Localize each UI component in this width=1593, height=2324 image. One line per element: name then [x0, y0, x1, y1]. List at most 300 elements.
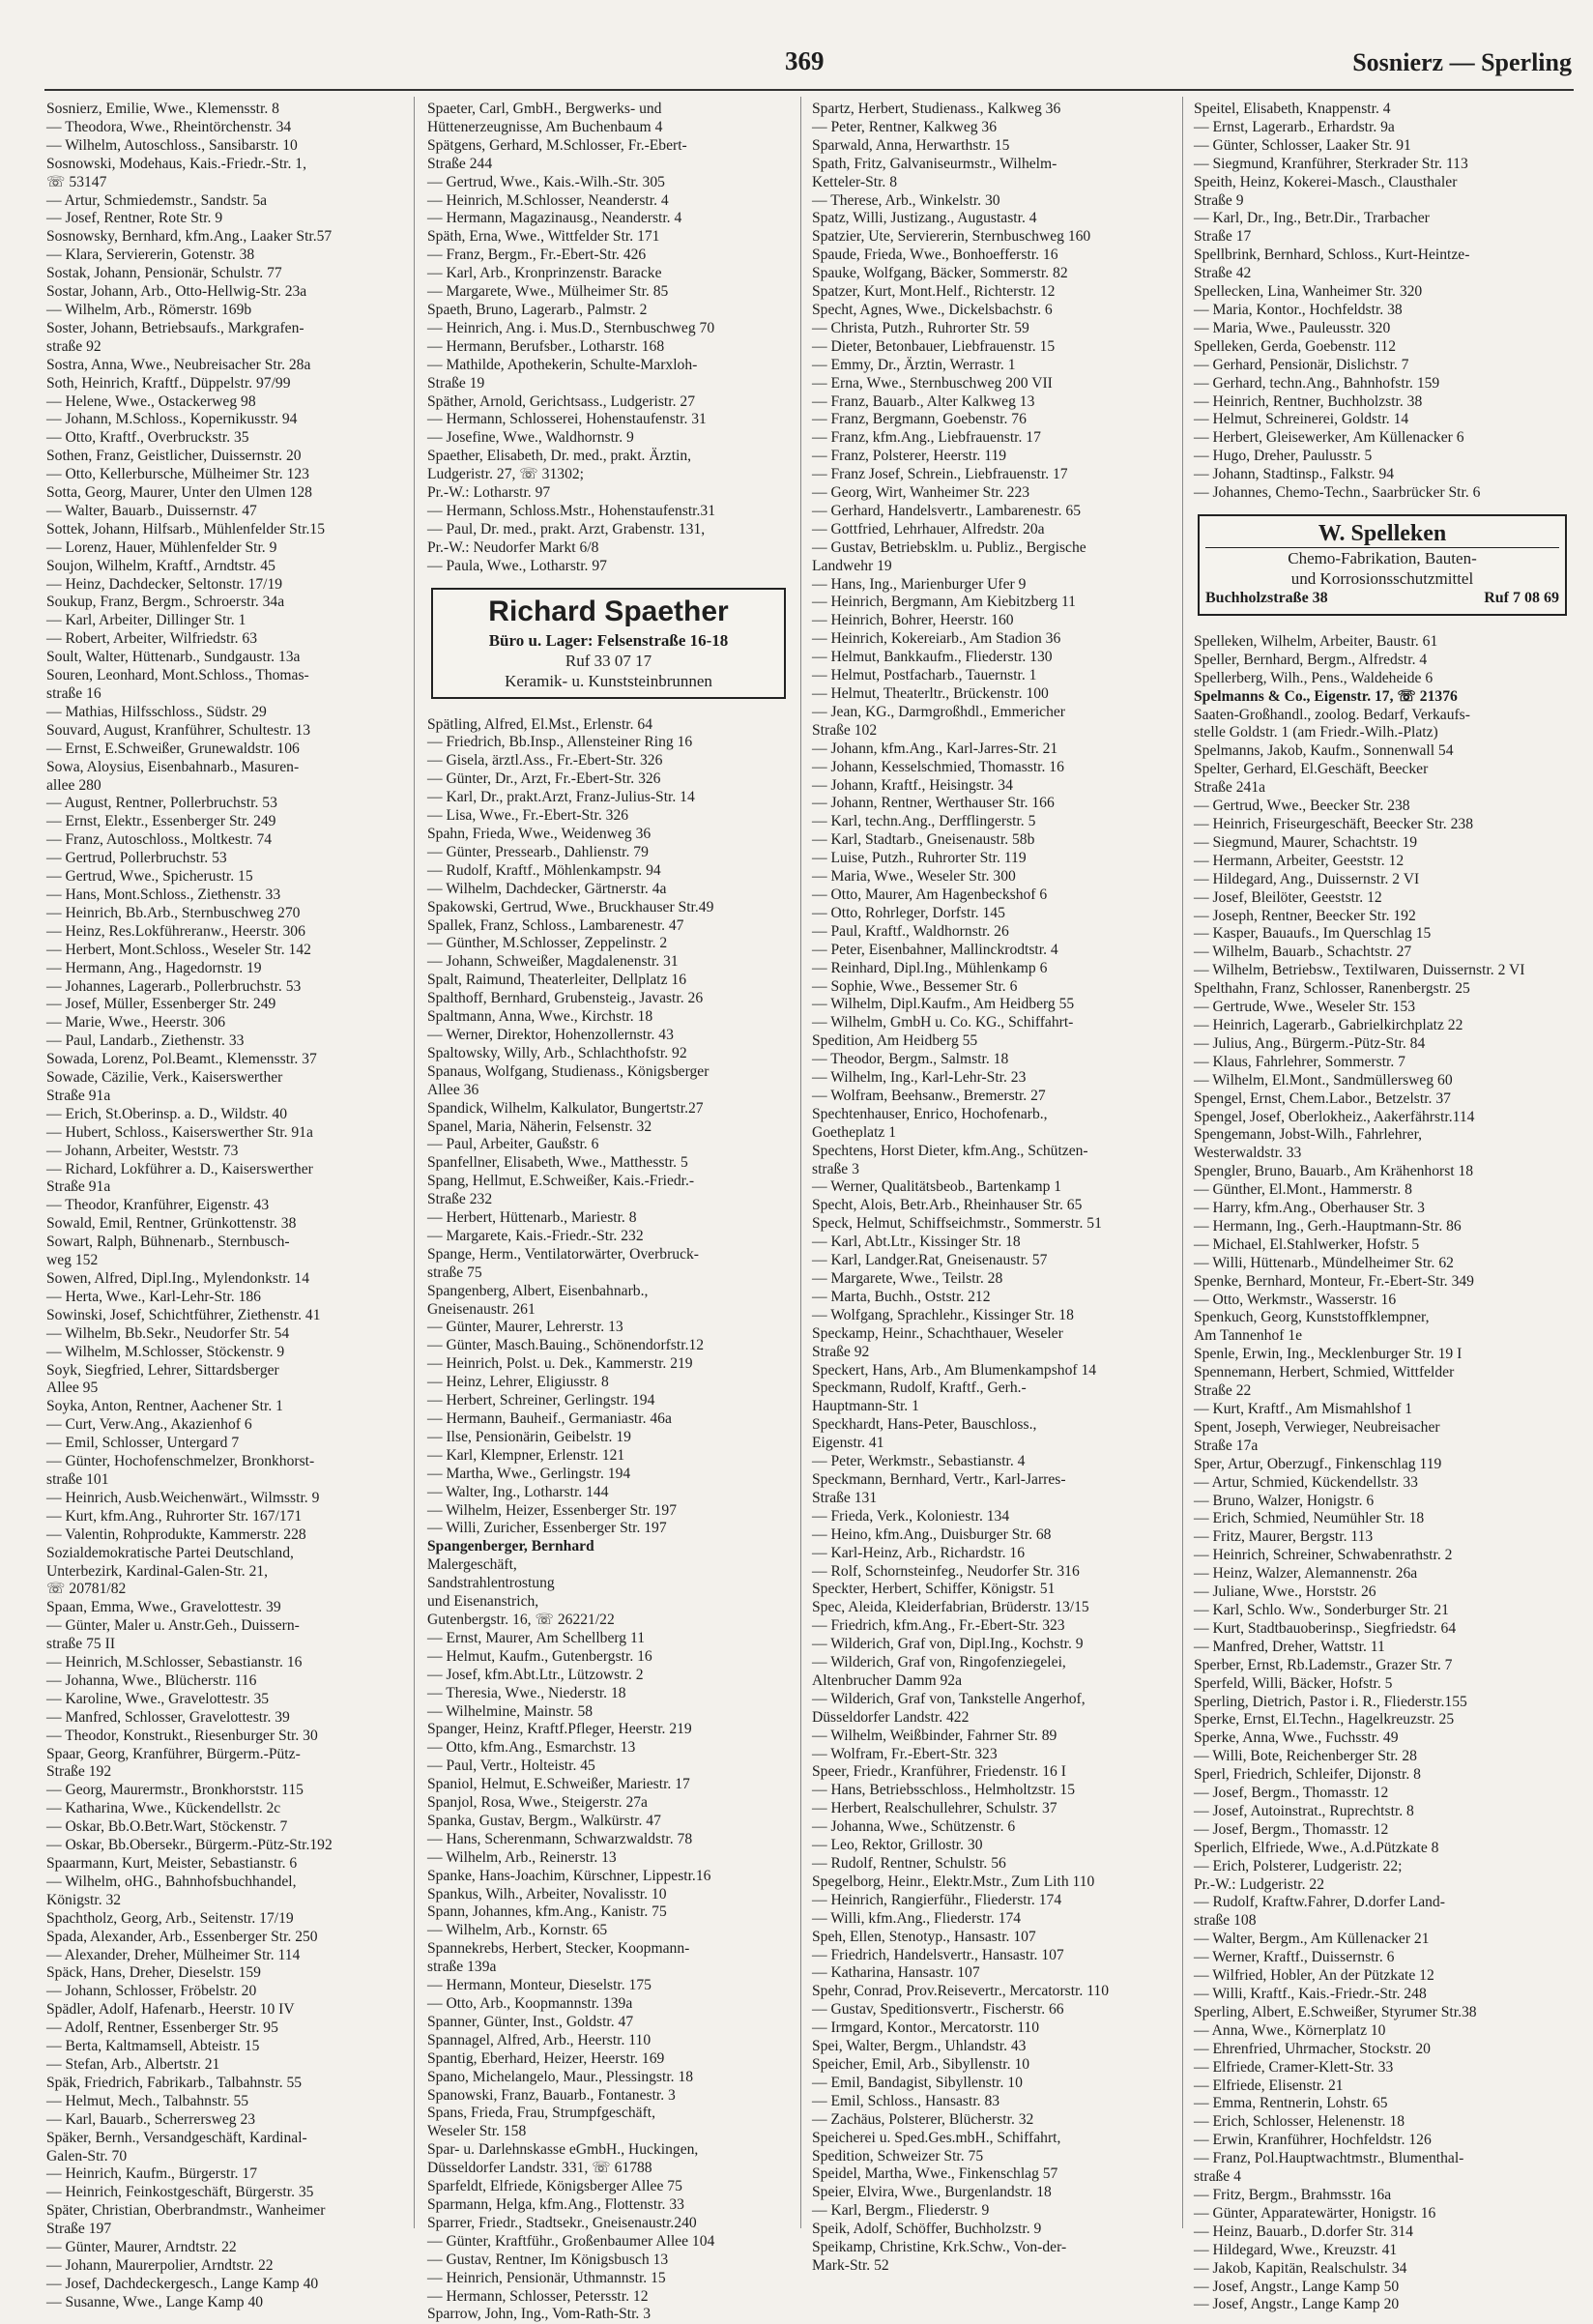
directory-entry: Sparrow, John, Ing., Vom-Rath-Str. 3 — [427, 2306, 652, 2323]
directory-entry: Spangenberg, Albert, Eisenbahnarb., — [427, 1282, 649, 1299]
directory-entry: — Richard, Lokführer a. D., Kaiserswerther — [46, 1160, 313, 1177]
directory-entry: — Kurt, Stadtbauoberinsp., Siegfriedstr. 64 — [1194, 1619, 1457, 1637]
directory-entry: — Wilhelm, M.Schlosser, Stöckenstr. 9 — [46, 1343, 285, 1360]
directory-entry: — Franz, Bauarb., Alter Kalkweg 13 — [812, 392, 1035, 410]
directory-entry: Sowa, Aloysius, Eisenbahnarb., Masuren- — [46, 758, 300, 775]
directory-entry: — Wilderich, Graf von, Dipl.Ing., Kochstr. 9 — [812, 1636, 1084, 1653]
directory-entry: — Manfred, Dreher, Wattstr. 11 — [1194, 1638, 1385, 1655]
directory-entry: — Wilhelm, El.Mont., Sandmüllersweg 60 — [1194, 1071, 1453, 1089]
directory-entry: Spengel, Ernst, Chem.Labor., Betzelstr. 37 — [1194, 1089, 1451, 1107]
directory-entry: Spaeter, Carl, GmbH., Bergwerks- und — [427, 101, 662, 117]
directory-entry: Spaether, Elisabeth, Dr. med., prakt. Ärztin, — [427, 448, 692, 465]
directory-entry: — Reinhard, Dipl.Ing., Mühlenkamp 6 — [812, 959, 1048, 976]
directory-entry: — Wolfgang, Sprachlehr., Kissinger Str. 18 — [812, 1306, 1074, 1323]
directory-entry: Straße 42 — [1194, 265, 1252, 282]
directory-entry: Spenke, Bernhard, Monteur, Fr.-Ebert-Str. 349 — [1194, 1272, 1474, 1290]
directory-entry: Landwehr 19 — [812, 557, 892, 574]
directory-entry: Speer, Friedr., Kranführer, Friedenstr. 16 I — [812, 1763, 1066, 1781]
directory-entry: Spelmanns & Co., Eigenstr. 17, ☏ 21376 — [1194, 687, 1458, 705]
directory-entry: Straße 192 — [46, 1763, 112, 1781]
directory-entry: — Helmut, Schreinerei, Goldstr. 14 — [1194, 411, 1409, 428]
directory-entry: — Peter, Eisenbahner, Mallinckrodtstr. 4 — [812, 941, 1058, 958]
directory-entry: Straße 241a — [1194, 779, 1266, 797]
directory-entry: Speicherei u. Sped.Ges.mbH., Schiffahrt, — [812, 2129, 1061, 2146]
directory-entry: Sperling, Dietrich, Pastor i. R., Fliederstr.155 — [1194, 1693, 1467, 1710]
directory-entry: — Hans, Mont.Schloss., Ziethenstr. 33 — [46, 886, 281, 903]
directory-entry: — Günther, El.Mont., Hammerstr. 8 — [1194, 1181, 1412, 1199]
directory-entry: Spätling, Alfred, El.Mst., Erlenstr. 64 — [427, 715, 653, 733]
directory-entry: Straße 91a — [46, 1087, 111, 1104]
directory-entry: Spenle, Erwin, Ing., Mecklenburger Str. 19 I — [1194, 1346, 1463, 1363]
directory-entry: Spelthahn, Franz, Schlosser, Ranenbergstr. 25 — [1194, 980, 1470, 998]
ad-phone: Ruf 33 07 17 — [565, 651, 652, 670]
directory-entry: — Josef, Rentner, Rote Str. 9 — [46, 210, 223, 227]
directory-entry: — Ernst, Maurer, Am Schellberg 11 — [427, 1629, 646, 1646]
directory-entry: Sperke, Anna, Wwe., Fuchsstr. 49 — [1194, 1729, 1399, 1747]
directory-entry: Spaltowsky, Willy, Arb., Schlachthofstr. 92 — [427, 1044, 687, 1061]
directory-entry: — Heinrich, Ausb.Weichenwärt., Wilmsstr. 9 — [46, 1489, 320, 1506]
directory-entry: Speck, Helmut, Schiffseichmstr., Sommerstr. 51 — [812, 1215, 1102, 1233]
directory-entry: — Karl, Klempner, Erlenstr. 121 — [427, 1446, 625, 1464]
directory-entry: Sowen, Alfred, Dipl.Ing., Mylendonkstr. 14 — [46, 1270, 310, 1287]
directory-entry: Allee 95 — [46, 1380, 99, 1397]
directory-entry: — Heinrich, Feinkostgeschäft, Bürgerstr. 35 — [46, 2184, 314, 2201]
directory-entry: — Walter, Bauarb., Duissernstr. 47 — [46, 502, 257, 519]
directory-entry: — Harry, kfm.Ang., Oberhauser Str. 3 — [1194, 1200, 1425, 1217]
directory-entry: Sostak, Johann, Pensionär, Schulstr. 77 — [46, 265, 282, 282]
directory-entry: Sotta, Georg, Maurer, Unter den Ulmen 128 — [46, 484, 312, 502]
page-number: 369 — [785, 46, 825, 75]
directory-entry: — Karoline, Wwe., Gravelottestr. 35 — [46, 1690, 270, 1707]
directory-entry: — Josef, Angstr., Lange Kamp 50 — [1194, 2278, 1400, 2295]
directory-entry: Gneisenaustr. 261 — [427, 1300, 536, 1318]
directory-entry: — Ernst, Elektr., Essenberger Str. 249 — [46, 813, 276, 830]
directory-entry: Sosnowsky, Bernhard, kfm.Ang., Laaker Str.57 — [46, 228, 333, 246]
directory-entry: — Gisela, ärztl.Ass., Fr.-Ebert-Str. 326 — [427, 752, 663, 770]
directory-entry: — Hermann, Berufsber., Lotharstr. 168 — [427, 337, 665, 355]
directory-entry: — Josef, Bleilöter, Geeststr. 12 — [1194, 888, 1382, 906]
directory-entry: — Franz, kfm.Ang., Liebfrauenstr. 17 — [812, 429, 1041, 447]
directory-entry: stelle Goldstr. 1 (am Friedr.-Wilh.-Platz) — [1194, 724, 1438, 741]
directory-entry: Sparfeldt, Elfriede, Königsberger Allee 75 — [427, 2178, 682, 2195]
directory-entry: — Hermann, Monteur, Dieselstr. 175 — [427, 1977, 652, 1994]
directory-entry: — Günter, Maurer, Arndtstr. 22 — [46, 2239, 237, 2256]
directory-entry: — Maria, Wwe., Weseler Str. 300 — [812, 868, 1016, 886]
directory-entry: Späther, Arnold, Gerichtsass., Ludgeristr. 27 — [427, 392, 695, 410]
directory-entry: — Franz, Bergm., Fr.-Ebert-Str. 426 — [427, 247, 647, 264]
directory-entry: — Hugo, Dreher, Paulusstr. 5 — [1194, 448, 1373, 465]
directory-entry: Spanaus, Wolfgang, Studienass., Königsberger — [427, 1062, 710, 1080]
directory-entry: Spanka, Gustav, Bergm., Walkürstr. 47 — [427, 1812, 661, 1829]
directory-entry: Gutenbergstr. 16, ☏ 26221/22 — [427, 1611, 615, 1628]
directory-entry: — Johann, kfm.Ang., Karl-Jarres-Str. 21 — [812, 740, 1058, 757]
directory-entry: Speik, Adolf, Schöffer, Buchholzstr. 9 — [812, 2221, 1042, 2238]
directory-entry: — Heinz, Dachdecker, Seltonstr. 17/19 — [46, 575, 283, 593]
directory-entry: — Hildegard, Wwe., Kreuzstr. 41 — [1194, 2241, 1398, 2258]
directory-entry: Hüttenerzeugnisse, Am Buchenbaum 4 — [427, 118, 663, 135]
directory-entry: Sostra, Anna, Wwe., Neubreisacher Str. 28a — [46, 356, 311, 373]
directory-entry: — Günter, Apparatewärter, Honigstr. 16 — [1194, 2204, 1436, 2222]
directory-entry: Spelter, Gerhard, El.Geschäft, Beecker — [1194, 761, 1429, 778]
directory-entry: Sparmann, Helga, kfm.Ang., Flottenstr. 33 — [427, 2195, 684, 2213]
directory-entry: — Theodora, Wwe., Rheintörchenstr. 34 — [46, 118, 292, 135]
directory-entry: Souren, Leonhard, Mont.Schloss., Thomas- — [46, 667, 309, 684]
directory-entry: Straße 91a — [46, 1178, 111, 1196]
directory-entry: straße 75 II — [46, 1636, 116, 1653]
directory-entry: Spange, Herm., Ventilatorwärter, Overbruck- — [427, 1245, 699, 1263]
directory-entry: Speckhardt, Hans-Peter, Bauschloss., — [812, 1416, 1037, 1434]
directory-entry: Ketteler-Str. 8 — [812, 173, 898, 190]
directory-entry: — Berta, Kaltmamsell, Abteistr. 15 — [46, 2038, 260, 2055]
directory-entry: — Günter, Maler u. Anstr.Geh., Duissern- — [46, 1617, 300, 1635]
directory-entry: Sosnierz, Emilie, Wwe., Klemensstr. 8 — [46, 101, 279, 117]
ad-line: Chemo-Fabrikation, Bauten- — [1288, 548, 1477, 567]
directory-entry: — Herbert, Schreiner, Gerlingstr. 194 — [427, 1392, 655, 1409]
directory-entry: — Ernst, Lagerarb., Erhardstr. 9a — [1194, 118, 1395, 135]
directory-entry: — Rolf, Schornsteinfeg., Neudorfer Str. 316 — [812, 1562, 1080, 1580]
directory-entry: Spanjol, Rosa, Wwe., Steigerstr. 27a — [427, 1794, 648, 1812]
ad-phone: Ruf 7 08 69 — [1484, 589, 1559, 606]
directory-entry: — Fritz, Maurer, Bergstr. 113 — [1194, 1528, 1374, 1546]
directory-entry: Westerwaldstr. 33 — [1194, 1145, 1302, 1162]
directory-entry: Spaeth, Bruno, Lagerarb., Palmstr. 2 — [427, 301, 648, 318]
directory-entry: Sperber, Ernst, Rb.Lademstr., Grazer Str. 7 — [1194, 1656, 1453, 1673]
directory-entry: Sowade, Cäzilie, Verk., Kaiserswerther — [46, 1069, 283, 1087]
directory-entry: Soyka, Anton, Rentner, Aachener Str. 1 — [46, 1398, 283, 1415]
directory-entry: — Hildegard, Ang., Duissernstr. 2 VI — [1194, 870, 1420, 887]
directory-entry: — Mathias, Hilfsschloss., Südstr. 29 — [46, 703, 267, 720]
directory-entry: Weseler Str. 158 — [427, 2123, 527, 2140]
directory-entry: — Günter, Masch.Bauing., Schönendorfstr.12 — [427, 1337, 705, 1354]
directory-entry: — Werner, Direktor, Hohenzollernstr. 43 — [427, 1026, 674, 1043]
column-2 — [427, 101, 790, 2323]
directory-entry: Galen-Str. 70 — [46, 2147, 128, 2164]
directory-entry: — Helmut, Mech., Talbahnstr. 55 — [46, 2092, 249, 2109]
directory-entry: Spanner, Günter, Inst., Goldstr. 47 — [427, 2013, 634, 2030]
entry-list — [427, 101, 790, 576]
directory-entry: Spegelborg, Heinr., Elektr.Mstr., Zum Lith 110 — [812, 1873, 1095, 1890]
directory-entry: Spechtenhauser, Enrico, Hochofenarb., — [812, 1105, 1048, 1122]
directory-entry: — Günter, Hochofenschmelzer, Bronkhorst- — [46, 1453, 315, 1470]
directory-entry: — Maria, Wwe., Pauleusstr. 320 — [1194, 319, 1391, 336]
directory-entry: — Marie, Wwe., Heerstr. 306 — [46, 1014, 226, 1031]
directory-entry: — Michael, El.Stahlwerker, Hofstr. 5 — [1194, 1235, 1420, 1253]
directory-entry: straße 92 — [46, 337, 101, 355]
directory-entry: Späker, Bernh., Versandgeschäft, Kardinal- — [46, 2129, 307, 2146]
directory-entry: — Rudolf, Kraftw.Fahrer, D.dorfer Land- — [1194, 1894, 1445, 1911]
directory-entry: — Franz Josef, Schrein., Liebfrauenstr. 17 — [812, 466, 1068, 483]
directory-entry: — Willi, Zuricher, Essenberger Str. 197 — [427, 1520, 667, 1537]
directory-entry: — Karl, Schlo. Ww., Sonderburger Str. 21 — [1194, 1601, 1449, 1618]
directory-entry: — Franz, Autoschloss., Moltkestr. 74 — [46, 831, 273, 849]
directory-entry: — Hermann, Arbeiter, Geeststr. 12 — [1194, 852, 1405, 869]
directory-entry: — Heinrich, Bohrer, Heerstr. 160 — [812, 612, 1014, 629]
directory-entry: — Fritz, Bergm., Brahmsstr. 16a — [1194, 2186, 1392, 2203]
directory-entry: — Johannes, Chemo-Techn., Saarbrücker Str. 6 — [1194, 484, 1481, 502]
directory-entry: Speckter, Herbert, Schiffer, Königstr. 51 — [812, 1581, 1056, 1598]
directory-entry: — Rudolf, Rentner, Schulstr. 56 — [812, 1855, 1006, 1872]
directory-entry: Spada, Alexander, Arb., Essenberger Str. 250 — [46, 1928, 318, 1945]
directory-entry: — Heinrich, Polst. u. Dek., Kammerstr. 219 — [427, 1355, 693, 1373]
directory-entry: — Otto, Werkmstr., Wasserstr. 16 — [1194, 1291, 1397, 1308]
directory-entry: — Paul, Vertr., Holteistr. 45 — [427, 1758, 595, 1775]
directory-entry: Spellecken, Lina, Wanheimer Str. 320 — [1194, 283, 1423, 301]
directory-entry: — Theodor, Kranführer, Eigenstr. 43 — [46, 1197, 270, 1214]
directory-entry: — Helmut, Kaufm., Gutenbergstr. 16 — [427, 1647, 652, 1665]
directory-entry: — Herbert, Hüttenarb., Mariestr. 8 — [427, 1209, 637, 1227]
directory-entry: Speckert, Hans, Arb., Am Blumenkampshof 14 — [812, 1361, 1097, 1379]
directory-entry: Spandick, Wilhelm, Kalkulator, Bungertstr.27 — [427, 1099, 704, 1117]
directory-entry: Straße 102 — [812, 721, 878, 739]
directory-entry: — Johann, Rentner, Werthauser Str. 166 — [812, 795, 1055, 812]
directory-entry: straße 101 — [46, 1470, 109, 1488]
directory-entry: — Stefan, Arb., Albertstr. 21 — [46, 2055, 220, 2073]
directory-entry: — Werner, Qualitätsbeob., Bartenkamp 1 — [812, 1178, 1062, 1196]
directory-entry: — Manfred, Schlosser, Gravelottestr. 39 — [46, 1708, 290, 1726]
directory-entry: — Theodor, Konstrukt., Riesenburger Str. 30 — [46, 1727, 318, 1744]
directory-entry: — Hubert, Schloss., Kaiserswerther Str. 91a — [46, 1123, 313, 1141]
directory-entry: Spankus, Wilh., Arbeiter, Novalisstr. 10 — [427, 1885, 667, 1903]
directory-entry: — Dieter, Betonbauer, Liebfrauenstr. 15 — [812, 337, 1056, 355]
directory-entry: — Theresia, Wwe., Niederstr. 18 — [427, 1684, 626, 1701]
directory-entry: — Wilhelm, Weißbinder, Fahrner Str. 89 — [812, 1727, 1057, 1744]
directory-entry: — Wilderich, Graf von, Tankstelle Angerhof, — [812, 1690, 1086, 1707]
directory-entry: — Gustav, Speditionsvertr., Fischerstr. 66 — [812, 2001, 1064, 2019]
ad-title: Richard Spaether — [488, 595, 729, 627]
directory-entry: — Wilhelmine, Mainstr. 58 — [427, 1702, 594, 1720]
directory-entry: — Otto, Arb., Koopmannstr. 139a — [427, 1995, 633, 2012]
directory-entry: — Therese, Arb., Winkelstr. 30 — [812, 191, 1000, 209]
directory-entry: Spalthoff, Bernhard, Grubensteig., Javastr. 26 — [427, 990, 704, 1007]
directory-entry: — Karl, Bergm., Fliederstr. 9 — [812, 2202, 990, 2220]
directory-entry: — Heinrich, M.Schlosser, Sebastianstr. 16 — [46, 1654, 303, 1671]
directory-entry: — Bruno, Walzer, Honigstr. 6 — [1194, 1492, 1375, 1509]
page-header — [0, 46, 1593, 85]
directory-entry: — Wilhelm, oHG., Bahnhofsbuchhandel, — [46, 1873, 297, 1890]
directory-entry: Spedition, Schweizer Str. 75 — [812, 2147, 984, 2164]
directory-entry: — Julius, Ang., Bürgerm.-Pütz-Str. 84 — [1194, 1034, 1426, 1052]
directory-entry: — Wilhelm, Ing., Karl-Lehr-Str. 23 — [812, 1069, 1027, 1087]
directory-entry: — Johann, Stadtinsp., Falkstr. 94 — [1194, 466, 1395, 483]
directory-entry: — Heinrich, Lagerarb., Gabrielkirchplatz 22 — [1194, 1016, 1463, 1033]
directory-entry: Spangenberger, Bernhard — [427, 1538, 594, 1555]
directory-entry: — Erich, St.Oberinsp. a. D., Wildstr. 40 — [46, 1105, 287, 1122]
directory-entry: Sozialdemokratische Partei Deutschland, — [46, 1544, 294, 1561]
directory-entry: Spädler, Adolf, Hafenarb., Heerstr. 10 IV — [46, 2001, 295, 2019]
directory-entry: allee 280 — [46, 776, 101, 794]
directory-entry: — Franz, Bergmann, Goebenstr. 76 — [812, 411, 1027, 428]
directory-entry: Spennemann, Herbert, Schmied, Wittfelder — [1194, 1364, 1455, 1381]
directory-entry: — Frieda, Verk., Koloniestr. 134 — [812, 1507, 1010, 1525]
directory-entry: — Paula, Wwe., Lotharstr. 97 — [427, 557, 607, 574]
ad-address: Buchholzstraße 38 — [1205, 589, 1328, 606]
directory-entry: straße 4 — [1194, 2168, 1241, 2186]
directory-entry: — Marta, Buchh., Oststr. 212 — [812, 1288, 991, 1305]
directory-entry: Spannagel, Alfred, Arb., Heerstr. 110 — [427, 2031, 652, 2048]
directory-entry: Speller, Bernhard, Bergm., Alfredstr. 4 — [1194, 651, 1428, 668]
directory-entry: Malergeschäft, — [427, 1556, 517, 1574]
directory-entry: — Erich, Schmied, Neumühler Str. 18 — [1194, 1510, 1425, 1527]
directory-entry: Spatzier, Ute, Serviererin, Sternbuschweg 160 — [812, 228, 1091, 246]
directory-entry: — Gertrud, Wwe., Spicherustr. 15 — [46, 868, 253, 886]
directory-entry: Pr.-W.: Neudorfer Markt 6/8 — [427, 538, 599, 556]
directory-entry: — Herta, Wwe., Karl-Lehr-Str. 186 — [46, 1288, 261, 1305]
directory-entry: — Peter, Rentner, Kalkweg 36 — [812, 118, 998, 135]
directory-entry: Soult, Walter, Hüttenarb., Sundgaustr. 13a — [46, 649, 301, 666]
directory-entry: — Kasper, Bauaufs., Im Querschlag 15 — [1194, 925, 1432, 943]
directory-entry: — Gertrud, Wwe., Kais.-Wilh.-Str. 305 — [427, 173, 665, 190]
directory-entry: — Josef, kfm.Abt.Ltr., Lützowstr. 2 — [427, 1666, 644, 1683]
directory-entry: — Willi, kfm.Ang., Fliederstr. 174 — [812, 1909, 1022, 1927]
directory-entry: Specht, Agnes, Wwe., Dickelsbachstr. 6 — [812, 301, 1053, 318]
directory-entry: — Wilhelm, Arb., Reinerstr. 13 — [427, 1848, 617, 1866]
directory-entry: — Mathilde, Apothekerin, Schulte-Marxloh- — [427, 356, 698, 373]
directory-entry: Spatz, Willi, Justizang., Augustastr. 4 — [812, 210, 1037, 227]
directory-entry: — Heinrich, Friseurgeschäft, Beecker Str. 238 — [1194, 816, 1473, 832]
directory-entry: — Josef, Bergm., Thomasstr. 12 — [1194, 1785, 1389, 1802]
directory-entry: — Paul, Kraftf., Waldhornstr. 26 — [812, 922, 1009, 940]
directory-entry: — Anna, Wwe., Körnerplatz 10 — [1194, 2021, 1386, 2039]
directory-entry: straße 108 — [1194, 1912, 1257, 1930]
directory-entry: — Hermann, Schloss.Mstr., Hohenstaufenstr.31 — [427, 502, 715, 519]
directory-entry: — Josef, Autoinstrat., Ruprechtstr. 8 — [1194, 1802, 1414, 1819]
directory-entry: — Gerhard, Handelsvertr., Lambarenestr. 65 — [812, 502, 1081, 519]
directory-entry: — Otto, Kellerbursche, Mülheimer Str. 123 — [46, 466, 309, 483]
directory-entry: — Helmut, Postfacharb., Tauernstr. 1 — [812, 667, 1037, 684]
directory-entry: straße 139a — [427, 1959, 497, 1976]
directory-entry: straße 16 — [46, 685, 101, 702]
directory-entry: Speitel, Elisabeth, Knappenstr. 4 — [1194, 101, 1391, 117]
directory-entry: Spallek, Franz, Schloss., Lambarenestr. 47 — [427, 916, 684, 934]
advertisement-spelleken — [1198, 514, 1567, 616]
directory-entry: Sowinski, Josef, Schichtführer, Ziethenstr. 41 — [46, 1306, 321, 1323]
directory-entry: — Johann, M.Schloss., Kopernikusstr. 94 — [46, 411, 298, 428]
directory-entry: — Karl, Abt.Ltr., Kissinger Str. 18 — [812, 1234, 1021, 1251]
directory-entry: — Karl, Arb., Kronprinzenstr. Baracke — [427, 265, 662, 282]
directory-entry: — Wilhelm, GmbH u. Co. KG., Schiffahrt- — [812, 1014, 1074, 1031]
directory-entry: — Gerhard, Pensionär, Dislichstr. 7 — [1194, 356, 1409, 373]
directory-entry: — Katharina, Wwe., Kückendellstr. 2c — [46, 1800, 281, 1817]
directory-entry: — Emil, Schlosser, Untergard 7 — [46, 1435, 240, 1452]
directory-entry: ☏ 53147 — [46, 173, 107, 190]
directory-entry: — Karl, Dr., prakt.Arzt, Franz-Julius-Str. 14 — [427, 789, 695, 806]
directory-entry: Spenkuch, Georg, Kunststoffklempner, — [1194, 1309, 1430, 1326]
directory-entry: — Paul, Landarb., Ziethenstr. 33 — [46, 1032, 245, 1050]
directory-entry: — Gustav, Betriebsklm. u. Publiz., Bergische — [812, 538, 1086, 556]
directory-entry: Spellbrink, Bernhard, Schloss., Kurt-Heintze- — [1194, 247, 1470, 264]
directory-entry: Sperl, Friedrich, Schleifer, Dijonstr. 8 — [1194, 1766, 1421, 1784]
directory-entry: — Hermann, Schlosser, Petersstr. 12 — [427, 2287, 649, 2305]
directory-entry: — Johann, Kesselschmied, Thomasstr. 16 — [812, 758, 1064, 775]
directory-entry: — Zachäus, Polsterer, Blücherstr. 32 — [812, 2110, 1034, 2128]
directory-entry: — Wilfried, Hobler, An der Pützkate 12 — [1194, 1967, 1434, 1985]
directory-entry: — Hermann, Bauheif., Germaniastr. 46a — [427, 1410, 672, 1427]
directory-entry: Spantig, Eberhard, Heizer, Heerstr. 169 — [427, 2049, 665, 2067]
directory-entry: Spengel, Josef, Oberlokheiz., Aakerfährstr.114 — [1194, 1108, 1475, 1125]
ad-address: Büro u. Lager: Felsenstraße 16-18 — [488, 630, 729, 650]
directory-entry: — Artur, Schmied, Kückendellstr. 33 — [1194, 1473, 1418, 1491]
directory-entry: — Willi, Kraftf., Kais.-Friedr.-Str. 248 — [1194, 1986, 1427, 2002]
directory-entry: Spang, Hellmut, E.Schweißer, Kais.-Friedr.- — [427, 1173, 695, 1190]
directory-entry: Sowada, Lorenz, Pol.Beamt., Klemensstr. 37 — [46, 1051, 317, 1068]
directory-entry: — Günter, Pressearb., Dahlienstr. 79 — [427, 843, 649, 860]
directory-entry: Saaten-Großhandl., zoolog. Bedarf, Verkaufs- — [1194, 706, 1470, 723]
directory-entry: Spauke, Wolfgang, Bäcker, Sommerstr. 82 — [812, 265, 1068, 282]
directory-entry: Mark-Str. 52 — [812, 2256, 889, 2274]
advertisement-spaether — [431, 588, 786, 699]
directory-entry: — Katharina, Hansastr. 107 — [812, 1964, 980, 1982]
directory-entry: — Wilhelm, Arb., Römerstr. 169b — [46, 301, 252, 318]
directory-entry: — Heinrich, Rentner, Buchholzstr. 38 — [1194, 392, 1423, 410]
directory-entry: — Wilhelm, Bauarb., Schachtstr. 27 — [1194, 944, 1412, 961]
directory-entry: — Wolfram, Beehsanw., Bremerstr. 27 — [812, 1087, 1046, 1104]
directory-entry: — Peter, Werkmstr., Sebastianstr. 4 — [812, 1453, 1026, 1470]
directory-entry: — Christa, Putzh., Ruhrorter Str. 59 — [812, 319, 1029, 336]
directory-entry: — Elfriede, Cramer-Klett-Str. 33 — [1194, 2058, 1394, 2076]
directory-entry: — Heinrich, Rangierführ., Fliederstr. 174 — [812, 1891, 1062, 1908]
directory-entry: — Artur, Schmiedemstr., Sandstr. 5a — [46, 191, 268, 209]
directory-entry: — Franz, Polsterer, Heerstr. 119 — [812, 448, 1007, 465]
directory-entry: Pr.-W.: Lotharstr. 97 — [427, 484, 551, 502]
directory-entry: Spanowski, Franz, Bauarb., Fontanestr. 3 — [427, 2086, 676, 2104]
directory-entry: Sowald, Emil, Rentner, Grünkottenstr. 38 — [46, 1215, 297, 1233]
directory-entry: Altenbrucher Damm 92a — [812, 1671, 963, 1689]
directory-entry: — Gertrud, Wwe., Beecker Str. 238 — [1194, 798, 1410, 815]
directory-entry: Straße 197 — [46, 2221, 112, 2238]
directory-entry: — Heinz, Bauarb., D.dorfer Str. 314 — [1194, 2222, 1413, 2240]
directory-entry: — Werner, Kraftf., Duissernstr. 6 — [1194, 1949, 1395, 1966]
directory-entry: Düsseldorfer Landstr. 331, ☏ 61788 — [427, 2160, 652, 2177]
directory-entry: — Georg, Wirt, Wanheimer Str. 223 — [812, 484, 1030, 502]
directory-entry: — Irmgard, Kontor., Mercatorstr. 110 — [812, 2019, 1040, 2037]
column-divider — [800, 97, 801, 2228]
directory-entry: — Margarete, Kais.-Friedr.-Str. 232 — [427, 1227, 644, 1244]
directory-entry: Ludgeristr. 27, ☏ 31302; — [427, 466, 584, 483]
directory-entry: — Wilhelm, Dachdecker, Gärtnerstr. 4a — [427, 880, 667, 897]
directory-entry: — Wilhelm, Dipl.Kaufm., Am Heidberg 55 — [812, 996, 1075, 1013]
directory-entry: Spath, Fritz, Galvaniseurmstr., Wilhelm- — [812, 155, 1057, 172]
directory-entry: Soujon, Wilhelm, Kraftf., Arndtstr. 45 — [46, 557, 275, 574]
directory-entry: — Herbert, Realschullehrer, Schulstr. 37 — [812, 1800, 1057, 1817]
directory-entry: — Heinrich, Pensionär, Uthmannstr. 15 — [427, 2269, 666, 2286]
directory-entry: Straße 17a — [1194, 1437, 1259, 1454]
directory-entry: — Günter, Schlosser, Laaker Str. 91 — [1194, 136, 1411, 154]
directory-entry: Straße 232 — [427, 1191, 493, 1208]
directory-entry: Spano, Michelangelo, Maur., Plessingstr. 18 — [427, 2068, 694, 2085]
directory-entry: Sandstrahlentrostung — [427, 1575, 555, 1592]
directory-entry: — Ilse, Pensionärin, Geibelstr. 19 — [427, 1428, 631, 1445]
column-divider — [414, 97, 415, 2228]
directory-entry: — Rudolf, Kraftf., Möhlenkampstr. 94 — [427, 861, 661, 879]
ad-products: Keramik- u. Kunststeinbrunnen — [505, 671, 712, 690]
directory-entry: — August, Rentner, Pollerbruchstr. 53 — [46, 795, 277, 812]
directory-entry: Königstr. 32 — [46, 1891, 122, 1908]
directory-entry: — Otto, Rohrleger, Dorfstr. 145 — [812, 904, 1005, 921]
directory-entry: Straße 131 — [812, 1489, 878, 1506]
directory-entry: weg 152 — [46, 1252, 99, 1269]
directory-entry: — Emil, Schloss., Hansastr. 83 — [812, 2092, 1000, 2109]
directory-entry: — Valentin, Rohprodukte, Kammerstr. 228 — [46, 1525, 306, 1543]
directory-entry: — Karl, Bauarb., Scherrersweg 23 — [46, 2110, 256, 2128]
directory-entry: Straße 9 — [1194, 191, 1244, 209]
directory-entry: ☏ 20781/82 — [46, 1581, 127, 1598]
directory-entry: — Karl, Arbeiter, Dillinger Str. 1 — [46, 612, 246, 629]
directory-entry: Speckmann, Rudolf, Kraftf., Gerh.- — [812, 1380, 1027, 1397]
directory-entry: Unterbezirk, Kardinal-Galen-Str. 21, — [46, 1562, 269, 1580]
directory-entry: — Karl, Landger.Rat, Gneisenaustr. 57 — [812, 1252, 1048, 1269]
directory-entry: — Friedrich, Bb.Insp., Allensteiner Ring 16 — [427, 734, 693, 751]
directory-entry: — Karl, Stadtarb., Gneisenaustr. 58b — [812, 831, 1035, 849]
